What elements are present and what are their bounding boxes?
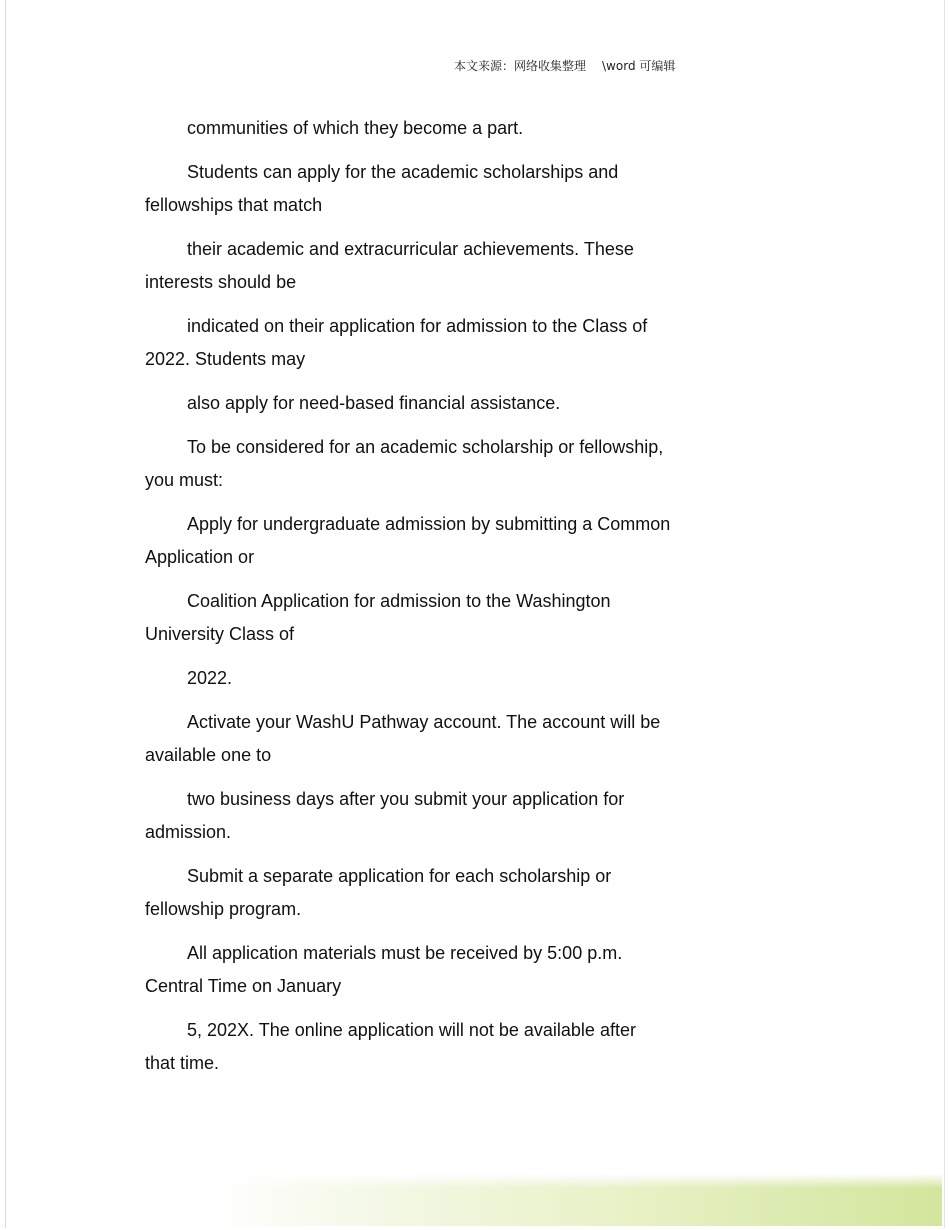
paragraph-9: 2022. (187, 668, 233, 688)
paragraph-12: Submit a separate application for each scholarship or fellowship program. (145, 866, 612, 919)
header-source-text: 本文来源：网络收集整理 (454, 59, 587, 73)
paragraph-13: All application materials must be received by 5:00 p.m. Central Time on January (145, 943, 623, 996)
paragraph-4: indicated on their application for admission to the Class of 2022. Students may (145, 316, 648, 369)
page-header (454, 57, 675, 74)
paragraph-3: their academic and extracurricular achievements. These interests should be (145, 239, 634, 292)
document-page (5, 0, 945, 1228)
paragraph-8: Coalition Application for admission to the Washington University Class of (145, 591, 611, 644)
paragraph-2: Students can apply for the academic scholarships and fellowships that match (145, 162, 619, 215)
decorative-footer-band (206, 1174, 942, 1226)
paragraph-11: two business days after you submit your application for admission. (145, 789, 625, 842)
body-text (145, 112, 725, 1091)
paragraph-5: also apply for need-based financial assistance. (187, 393, 561, 413)
header-editable-text: \word 可编辑 (602, 59, 676, 73)
paragraph-10: Activate your WashU Pathway account. The account will be available one to (145, 712, 661, 765)
paragraph-1: communities of which they become a part. (187, 118, 524, 138)
paragraph-6: To be considered for an academic scholarship or fellowship, you must: (145, 437, 664, 490)
paragraph-7: Apply for undergraduate admission by submitting a Common Application or (145, 514, 671, 567)
paragraph-14: 5, 202X. The online application will not be available after that time. (145, 1020, 636, 1073)
